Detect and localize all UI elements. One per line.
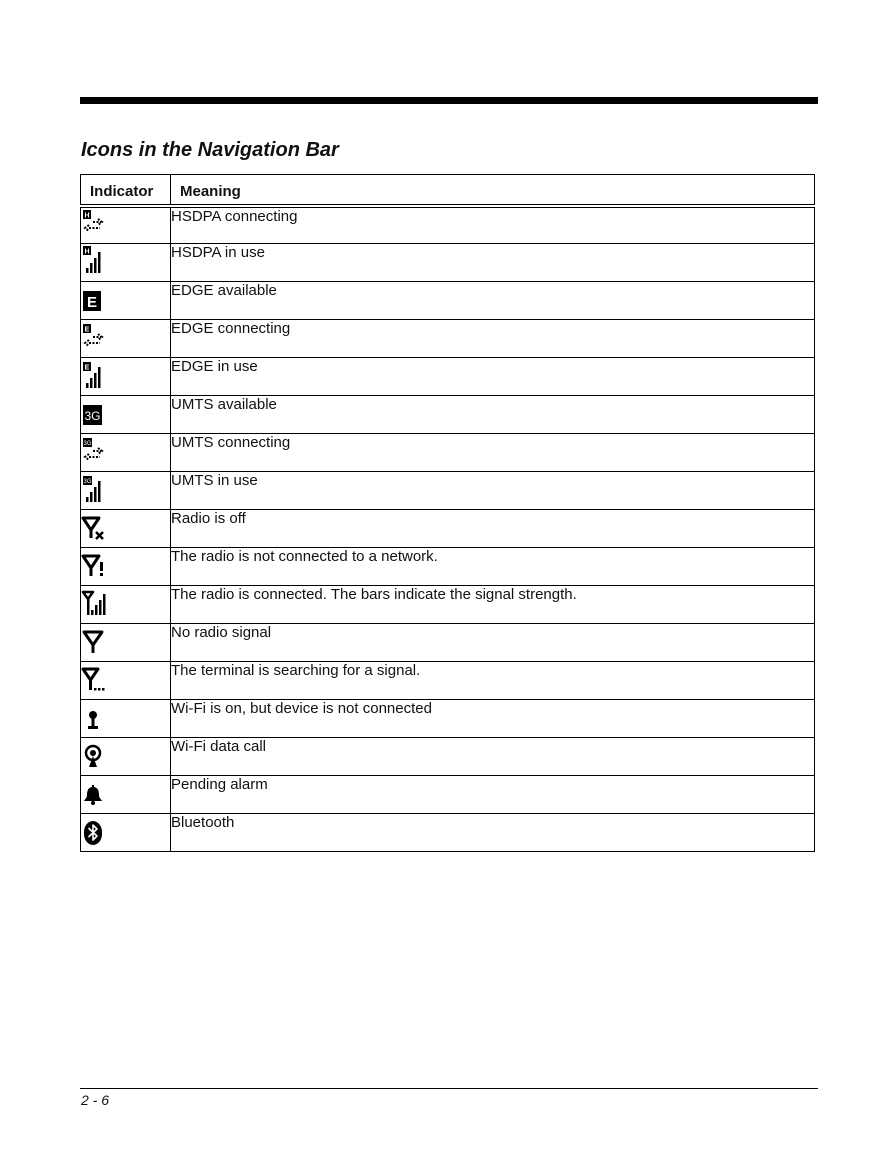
table-row [81,282,815,320]
indicator-header: Indicator [81,175,171,206]
table-row [81,738,815,776]
meaning-cell: The radio is connected. The bars indicate the signal strength. [171,586,815,624]
table-row [81,700,815,738]
meaning-cell: UMTS available [171,396,815,434]
svg-text:E: E [84,364,90,372]
svg-text:H: H [84,212,90,219]
umts-available-icon [81,396,109,428]
meaning-cell: Wi-Fi data call [171,738,815,776]
meaning-cell: No radio signal [171,624,815,662]
table-row [81,472,815,510]
radio-connected-signal-icon [81,586,109,618]
meaning-cell: UMTS connecting [171,434,815,472]
table-row [81,548,815,586]
table-row [81,776,815,814]
hsdpa-connecting-icon [81,208,109,238]
svg-text:E: E [86,294,98,311]
edge-connecting-icon [81,320,109,352]
no-radio-signal-icon [81,624,109,656]
table-row [81,814,815,852]
searching-signal-icon [81,662,109,694]
table-row [81,206,815,244]
svg-text:3G: 3G [83,441,92,447]
meaning-cell: HSDPA connecting [171,206,815,244]
meaning-cell: The radio is not connected to a network. [171,548,815,586]
meaning-cell: EDGE available [171,282,815,320]
edge-in-use-icon [81,358,109,390]
meaning-cell: UMTS in use [171,472,815,510]
table-row [81,320,815,358]
page-title: Icons in the Navigation Bar [81,139,339,161]
table-row [81,358,815,396]
bluetooth-icon [81,814,109,846]
page-number: 2 - 6 [81,1092,110,1108]
wifi-data-call-icon [81,738,109,770]
wifi-on-not-connected-icon [81,700,109,732]
meaning-cell: EDGE in use [171,358,815,396]
table-row [81,662,815,700]
svg-text:E: E [84,326,90,334]
svg-text:3G: 3G [83,479,92,485]
table-row [81,434,815,472]
svg-text:H: H [84,248,90,256]
icons-table [80,174,815,852]
svg-text:3G: 3G [84,409,101,423]
meaning-cell: Bluetooth [171,814,815,852]
umts-connecting-icon [81,434,109,466]
table-row [81,624,815,662]
meaning-cell: Pending alarm [171,776,815,814]
top-rule [80,97,818,104]
table-row [81,586,815,624]
edge-available-icon [81,282,109,314]
pending-alarm-icon [81,776,109,808]
table-row [81,396,815,434]
radio-off-icon [81,510,109,542]
umts-in-use-icon [81,472,109,504]
meaning-cell: HSDPA in use [171,244,815,282]
meaning-header: Meaning [171,175,815,206]
meaning-cell: Wi-Fi is on, but device is not connected [171,700,815,738]
footer-rule [80,1088,818,1089]
meaning-cell: Radio is off [171,510,815,548]
meaning-cell: The terminal is searching for a signal. [171,662,815,700]
table-row [81,244,815,282]
radio-not-connected-icon [81,548,109,580]
meaning-cell: EDGE connecting [171,320,815,358]
hsdpa-in-use-icon [81,244,109,276]
table-row [81,510,815,548]
table-header-row [81,175,815,206]
